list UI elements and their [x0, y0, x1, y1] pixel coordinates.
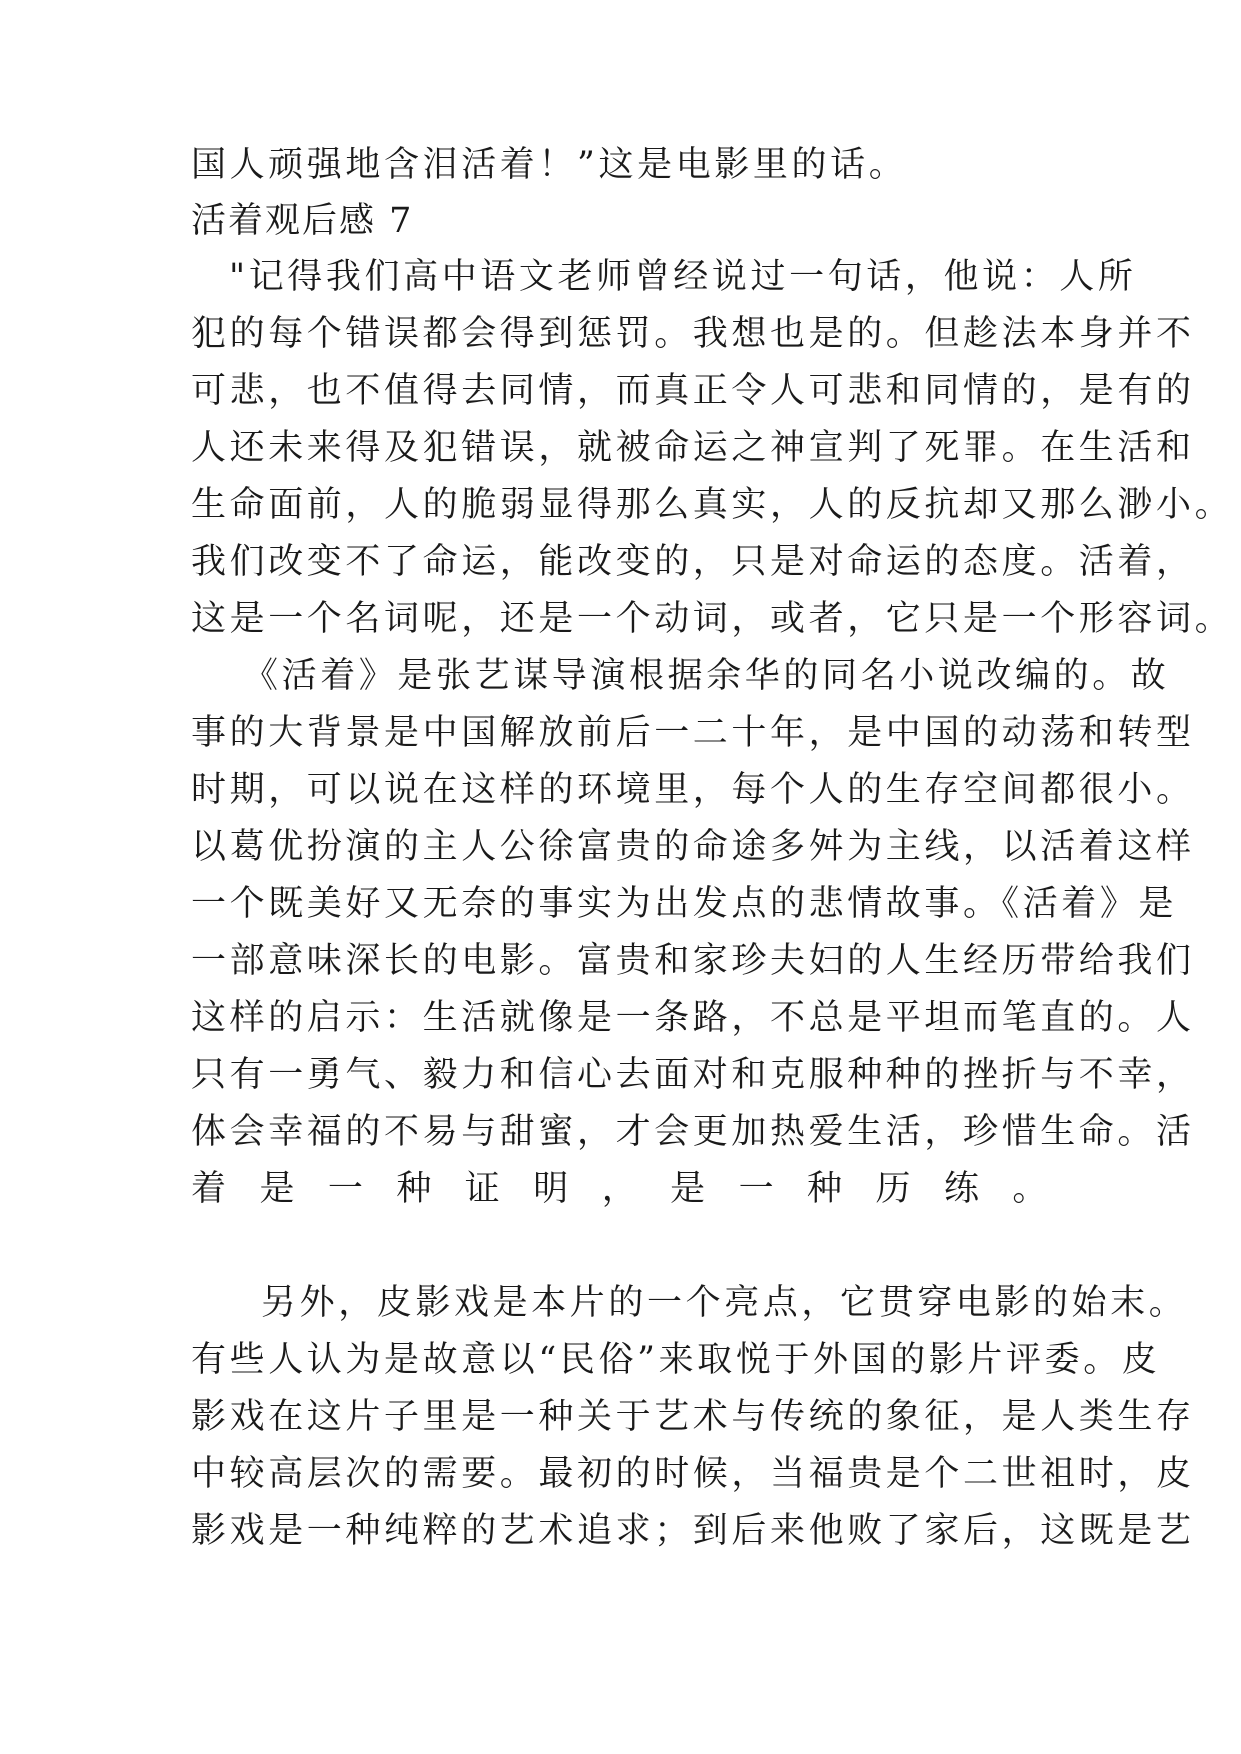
text-line — [191, 1216, 1051, 1276]
text-line: 中较高层次的需要。最初的时候，当福贵是个二世祖时，皮 — [191, 1454, 1195, 1494]
text-line: 生命面前，人的脆弱显得那么真实，人的反抗却又那么渺小。 — [191, 485, 1234, 525]
text-line: 影戏在这片子里是一种关于艺术与传统的象征，是人类生存 — [191, 1397, 1195, 1437]
text-line: 以葛优扮演的主人公徐富贵的命途多舛为主线，以活着这样 — [191, 827, 1195, 867]
text-line: 只有一勇气、毅力和信心去面对和克服种种的挫折与不幸， — [191, 1055, 1195, 1095]
text-line: 《活着》是张艺谋导演根据余华的同名小说改编的。故 — [243, 656, 1170, 696]
carryover-line: 国人顽强地含泪活着！”这是电影里的话。 — [191, 145, 908, 185]
text-line: 体会幸福的不易与甜蜜，才会更加热爱生活，珍惜生命。活 — [191, 1112, 1195, 1152]
text-line: 另外，皮影戏是本片的一个亮点，它贯穿电影的始末。 — [261, 1283, 1188, 1323]
text-line: 我们改变不了命运，能改变的，只是对命运的态度。活着， — [191, 542, 1195, 582]
section-heading: 活着观后感 7 — [191, 201, 414, 241]
text-line: 一个既美好又无奈的事实为出发点的悲情故事。《活着》是 — [191, 884, 1178, 924]
text-line: 影戏是一种纯粹的艺术追求；到后来他败了家后，这既是艺 — [191, 1511, 1195, 1551]
text-line: 一部意味深长的电影。富贵和家珍夫妇的人生经历带给我们 — [191, 941, 1195, 981]
text-line: 这是一个名词呢，还是一个动词，或者，它只是一个形容词。 — [191, 599, 1234, 639]
text-line: 可悲，也不值得去同情，而真正令人可悲和同情的，是有的 — [191, 371, 1195, 411]
text-line: "记得我们高中语文老师曾经说过一句话，他说：人所 — [229, 257, 1137, 297]
text-line: 犯的每个错误都会得到惩罚。我想也是的。但趁法本身并不 — [191, 314, 1195, 354]
text-line: 事的大背景是中国解放前后一二十年，是中国的动荡和转型 — [191, 713, 1195, 753]
text-line: 时期，可以说在这样的环境里，每个人的生存空间都很小。 — [191, 770, 1195, 810]
text-line: 这样的启示：生活就像是一条路，不总是平坦而笔直的。人 — [191, 998, 1195, 1038]
text-line: 人还未来得及犯错误，就被命运之神宣判了死罪。在生活和 — [191, 428, 1195, 468]
text-line: 着是一种证明，是一种历练。 — [191, 1169, 1051, 1209]
text-line: 有些人认为是故意以“民俗”来取悦于外国的影片评委。皮 — [191, 1340, 1161, 1380]
